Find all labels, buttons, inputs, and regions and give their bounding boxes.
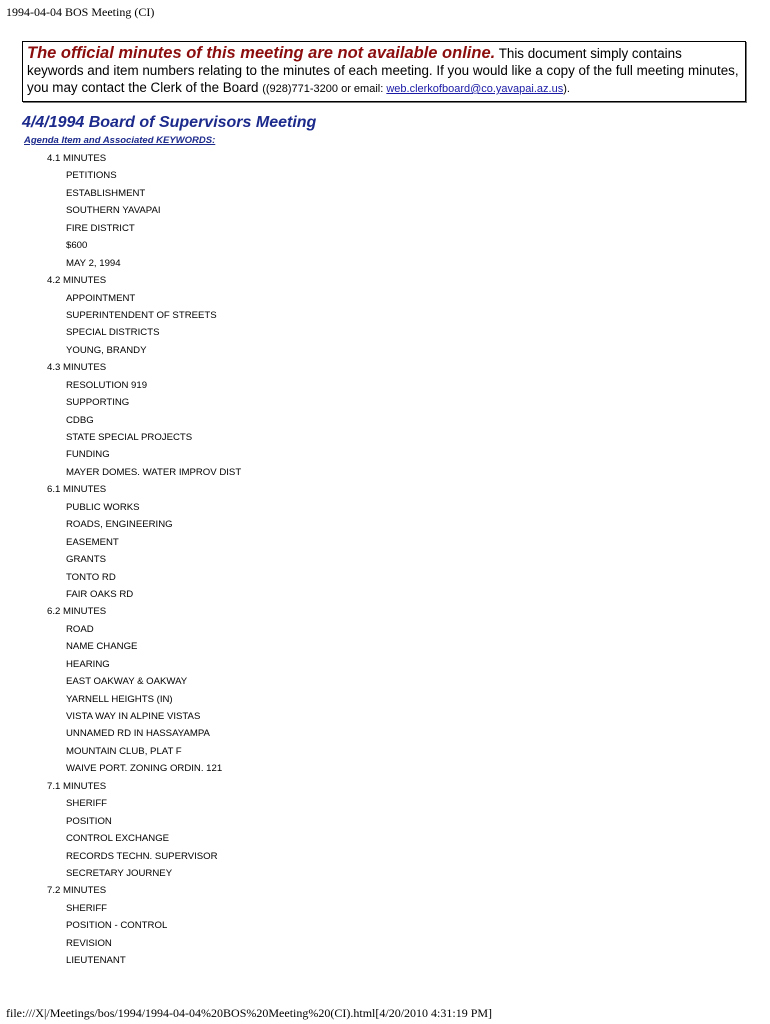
notice-phone: ((928)771-3200 or email: bbox=[262, 83, 387, 95]
agenda-label: Agenda Item and Associated KEYWORDS: bbox=[24, 135, 216, 146]
agenda-keyword: SHERIFF bbox=[66, 798, 108, 810]
agenda-keyword: EASEMENT bbox=[66, 536, 119, 548]
agenda-item: 4.2 MINUTES bbox=[47, 275, 107, 287]
agenda-item: 4.3 MINUTES bbox=[47, 362, 107, 374]
agenda-keyword: PETITIONS bbox=[66, 170, 117, 182]
agenda-keyword: SHERIFF bbox=[66, 902, 108, 914]
agenda-list bbox=[0, 150, 241, 970]
agenda-item: 6.2 MINUTES bbox=[47, 606, 107, 618]
meeting-title: 4/4/1994 Board of Supervisors Meeting bbox=[22, 114, 317, 131]
agenda-keyword: POSITION bbox=[66, 815, 112, 827]
notice-box bbox=[22, 41, 746, 102]
agenda-item: 6.1 MINUTES bbox=[47, 484, 107, 496]
agenda-keyword: SOUTHERN YAVAPAI bbox=[66, 205, 161, 217]
agenda-keyword: GRANTS bbox=[66, 554, 106, 566]
agenda-keyword: STATE SPECIAL PROJECTS bbox=[66, 432, 193, 443]
agenda-keyword: ROAD bbox=[66, 623, 94, 635]
notice-tail: ). bbox=[563, 83, 570, 95]
agenda-keyword: UNNAMED RD IN HASSAYAMPA bbox=[66, 728, 210, 740]
agenda-keyword: RECORDS TECHN. SUPERVISOR bbox=[66, 850, 218, 862]
clerk-email-link[interactable]: web.clerkofboard@co.yavapai.az.us bbox=[386, 83, 564, 95]
agenda-keyword: NAME CHANGE bbox=[66, 641, 138, 653]
agenda-keyword: WAIVE PORT. ZONING ORDIN. 121 bbox=[66, 763, 223, 775]
agenda-keyword: SPECIAL DISTRICTS bbox=[66, 327, 160, 339]
agenda-keyword: POSITION - CONTROL bbox=[66, 920, 168, 932]
agenda-item: 7.2 MINUTES bbox=[47, 885, 107, 897]
print-footer: file:///X|/Meetings/bos/1994/1994-04-04%20BOS%20Meeting%20(CI).html[4/20/2010 4:31:19 PM] bbox=[6, 1006, 493, 1020]
agenda-keyword: RESOLUTION 919 bbox=[66, 379, 148, 391]
agenda-keyword: TONTO RD bbox=[66, 571, 116, 583]
agenda-keyword: LIEUTENANT bbox=[66, 955, 126, 967]
agenda-keyword: REVISION bbox=[66, 937, 112, 949]
agenda-item: 7.1 MINUTES bbox=[47, 780, 107, 792]
agenda-keyword: MAY 2, 1994 bbox=[66, 257, 121, 269]
agenda-keyword: HEARING bbox=[66, 658, 110, 670]
print-header: 1994-04-04 BOS Meeting (CI) bbox=[6, 5, 155, 19]
agenda-keyword: SUPERINTENDENT OF STREETS bbox=[66, 309, 217, 321]
agenda-keyword: YARNELL HEIGHTS (IN) bbox=[66, 693, 173, 705]
agenda-keyword: YOUNG, BRANDY bbox=[66, 344, 147, 356]
agenda-keyword: FIRE DISTRICT bbox=[66, 222, 135, 234]
agenda-keyword: MAYER DOMES. WATER IMPROV DIST bbox=[66, 466, 242, 478]
agenda-keyword: CONTROL EXCHANGE bbox=[66, 833, 170, 845]
agenda-item: 4.1 MINUTES bbox=[47, 153, 107, 164]
agenda-keyword: ESTABLISHMENT bbox=[66, 187, 146, 199]
notice-body: This document simply contains keywords and item numbers relating to the minutes of each meeting. If you would like a copy of the full meeting minutes, you may contact the Clerk of the Board bbox=[27, 46, 739, 95]
agenda-keyword: PUBLIC WORKS bbox=[66, 501, 140, 513]
notice-headline: The official minutes of this meeting are not available online. bbox=[27, 44, 496, 62]
agenda-keyword: MOUNTAIN CLUB, PLAT F bbox=[66, 745, 182, 757]
agenda-keyword: SUPPORTING bbox=[66, 397, 130, 409]
agenda-keyword: APPOINTMENT bbox=[66, 292, 136, 304]
agenda-keyword: FUNDING bbox=[66, 449, 110, 461]
agenda-keyword: FAIR OAKS RD bbox=[66, 588, 134, 600]
agenda-keyword: ROADS, ENGINEERING bbox=[66, 519, 173, 531]
agenda-keyword: CDBG bbox=[66, 414, 94, 426]
agenda-keyword: SECRETARY JOURNEY bbox=[66, 867, 173, 879]
agenda-keyword: VISTA WAY IN ALPINE VISTAS bbox=[66, 711, 201, 722]
agenda-keyword: EAST OAKWAY & OAKWAY bbox=[66, 676, 188, 688]
agenda-keyword: $600 bbox=[66, 240, 88, 252]
